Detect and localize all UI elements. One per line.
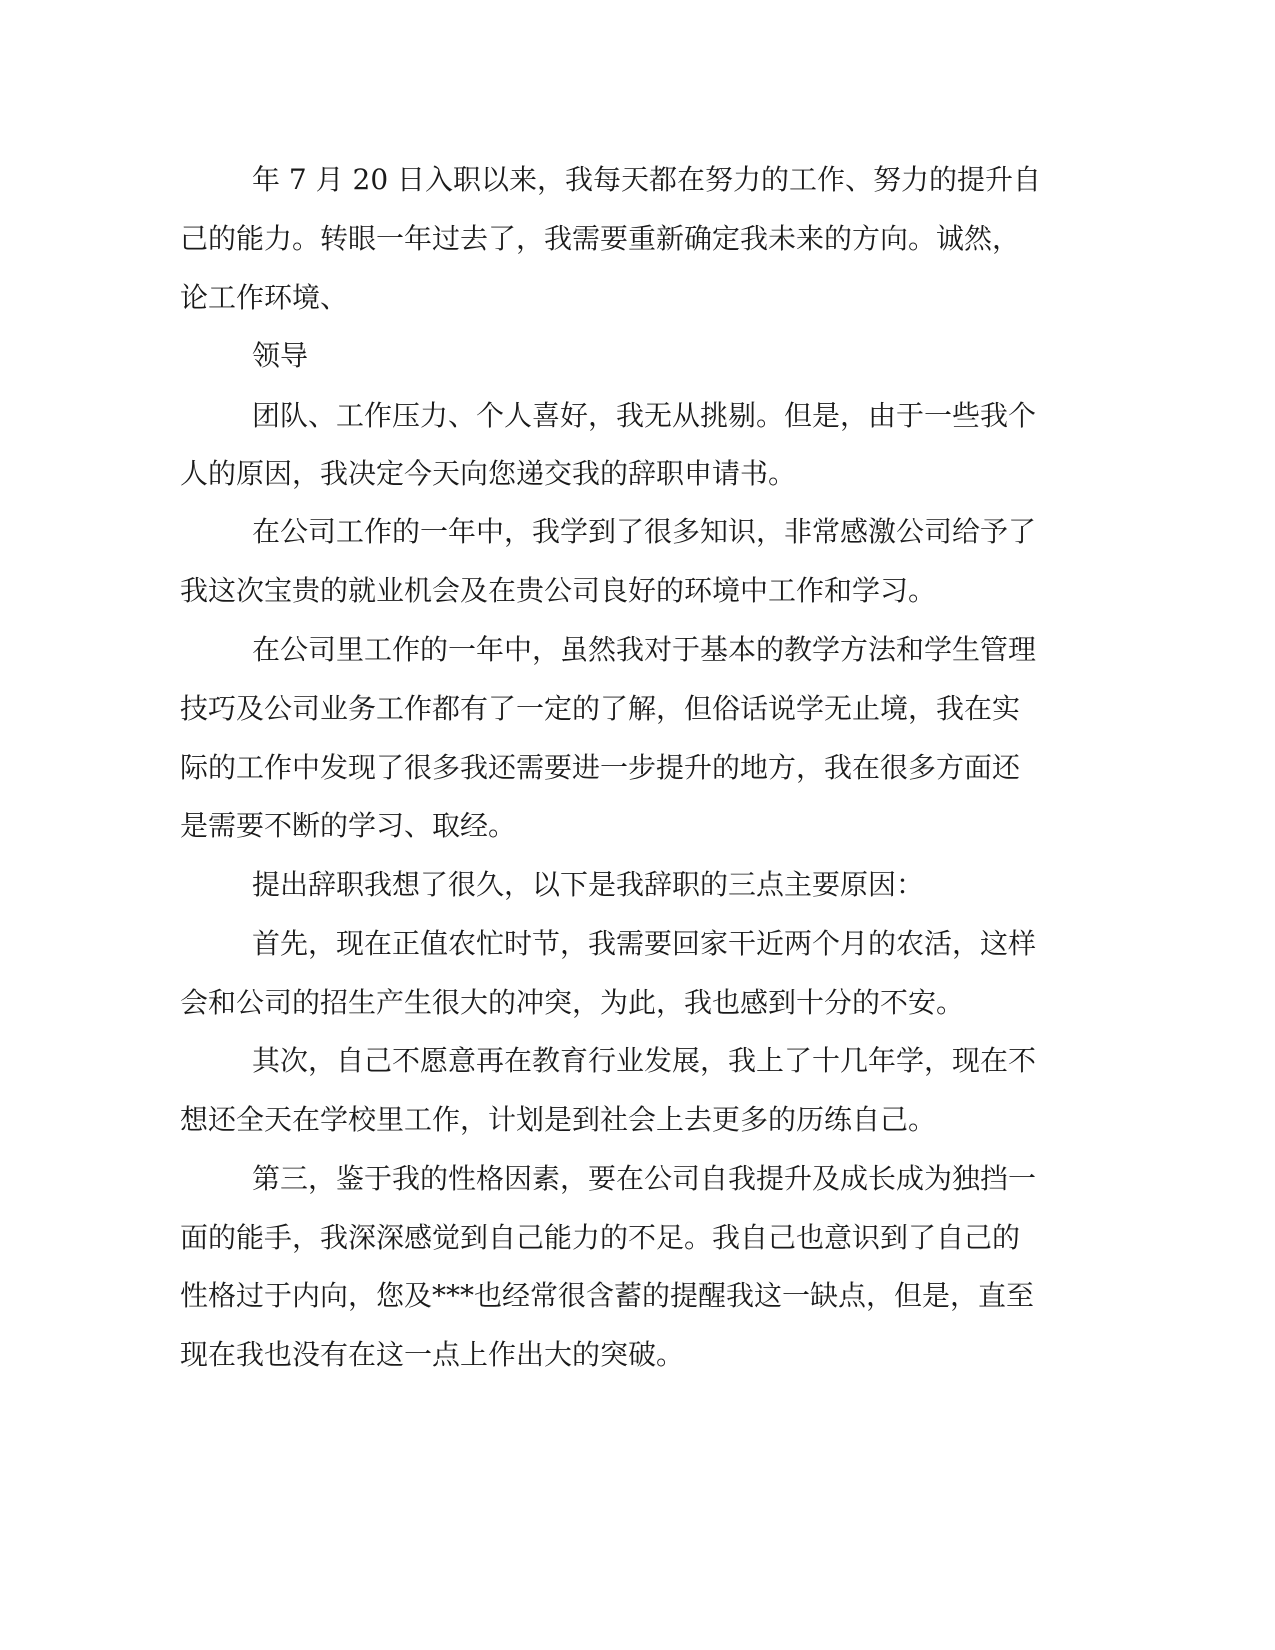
text-line: 己的能力。转眼一年过去了，我需要重新确定我未来的方向。诚然， <box>180 222 1021 255</box>
text-line: 面的能手，我深深感觉到自己能力的不足。我自己也意识到了自己的 <box>180 1221 1021 1254</box>
text-line: 在公司里工作的一年中，虽然我对于基本的教学方法和学生管理 <box>252 633 1037 666</box>
text-line: 在公司工作的一年中，我学到了很多知识，非常感激公司给予了 <box>252 515 1037 548</box>
text-line: 论工作环境、 <box>180 281 349 314</box>
text-line: 人的原因，我决定今天向您递交我的辞职申请书。 <box>180 457 797 490</box>
text-line: 会和公司的招生产生很大的冲突，为此，我也感到十分的不安。 <box>180 986 965 1019</box>
text-line: 其次，自己不愿意再在教育行业发展，我上了十几年学，现在不 <box>252 1044 1037 1077</box>
text-line: 技巧及公司业务工作都有了一定的了解，但俗话说学无止境，我在实 <box>180 692 1021 725</box>
text-line: 首先，现在正值农忙时节，我需要回家干近两个月的农活，这样 <box>252 927 1037 960</box>
text-line: 是需要不断的学习、取经。 <box>180 809 517 842</box>
text-line: 第三，鉴于我的性格因素，要在公司自我提升及成长成为独挡一 <box>252 1162 1037 1195</box>
text-line: 领导 <box>252 339 309 372</box>
text-line: 性格过于内向，您及***也经常很含蓄的提醒我这一缺点，但是，直至 <box>180 1279 1035 1312</box>
text-line: 我这次宝贵的就业机会及在贵公司良好的环境中工作和学习。 <box>180 574 937 607</box>
text-line: 想还全天在学校里工作，计划是到社会上去更多的历练自己。 <box>180 1103 937 1136</box>
text-line: 现在我也没有在这一点上作出大的突破。 <box>180 1338 685 1371</box>
text-line: 团队、工作压力、个人喜好，我无从挑剔。但是，由于一些我个 <box>252 399 1037 432</box>
text-line: 提出辞职我想了很久，以下是我辞职的三点主要原因： <box>252 868 925 901</box>
text-line: 际的工作中发现了很多我还需要进一步提升的地方，我在很多方面还 <box>180 751 1021 784</box>
text-line: 年 7 月 20 日入职以来，我每天都在努力的工作、努力的提升自 <box>252 163 1042 196</box>
